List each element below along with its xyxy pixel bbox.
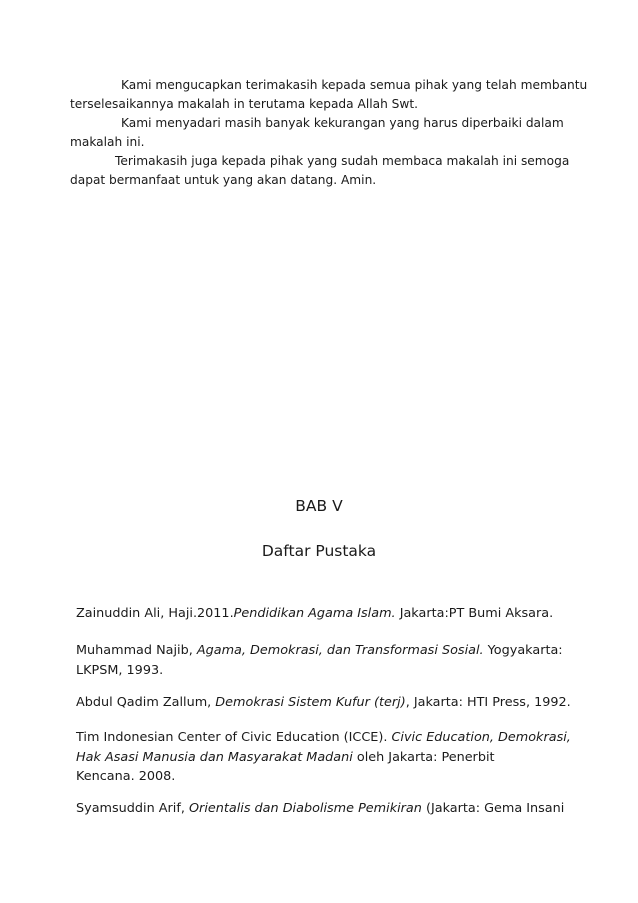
acknowledgement-p2-line2: makalah ini. [70,135,145,149]
reference-4-publisher: oleh Jakarta: Penerbit [352,749,495,765]
acknowledgement-p2-line1: Kami menyadari masih banyak kekurangan yang harus diperbaiki dalam [121,116,564,130]
reference-4-author: Tim Indonesian Center of Civic Education (ICCE). [76,730,392,745]
reference-2-publisher: LKPSM, 1993. [76,662,164,678]
reference-3-title: Demokrasi Sistem Kufur (terj) [215,695,406,710]
reference-5-publisher: (Jakarta: Gema Insani [421,801,565,816]
reference-4 [76,728,571,787]
reference-3-publisher: , Jakarta: HTI Press, 1992. [405,695,571,710]
acknowledgement-p3-line1: Terimakasih juga kepada pihak yang sudah membaca makalah ini semoga [115,154,570,168]
reference-1-author: Zainuddin Ali, Haji.2011. [76,606,234,621]
acknowledgement-p3-line2: dapat bermanfaat untuk yang akan datang. Amin. [70,173,377,187]
reference-4-year: Kencana. 2008. [76,769,176,784]
reference-1 [76,604,553,624]
reference-5 [76,799,564,819]
reference-2-author: Muhammad Najib, [76,643,197,658]
reference-4-title-part2: Hak Asasi Manusia dan Masyarakat Madani [76,749,353,765]
acknowledgement-p1-line2: terselesaikannya makalah in terutama kepada Allah Swt. [70,97,419,111]
chapter-number: BAB V [295,497,343,515]
reference-4-title-part1: Civic Education, Demokrasi, [391,730,571,745]
reference-2-city: Yogyakarta: [483,643,563,658]
reference-1-title: Pendidikan Agama Islam. [233,606,396,621]
reference-3-author: Abdul Qadim Zallum, [76,695,216,710]
reference-5-title: Orientalis dan Diabolisme Pemikiran [188,801,422,816]
reference-2-title: Agama, Demokrasi, dan Transformasi Sosial. [196,643,484,658]
acknowledgement-p1-line1: Kami mengucapkan terimakasih kepada semua pihak yang telah membantu [121,78,588,92]
reference-5-author: Syamsuddin Arif, [76,801,189,816]
chapter-title: Daftar Pustaka [261,542,377,560]
reference-3 [76,693,571,713]
reference-1-publisher: Jakarta:PT Bumi Aksara. [395,606,554,621]
reference-2 [76,641,563,680]
